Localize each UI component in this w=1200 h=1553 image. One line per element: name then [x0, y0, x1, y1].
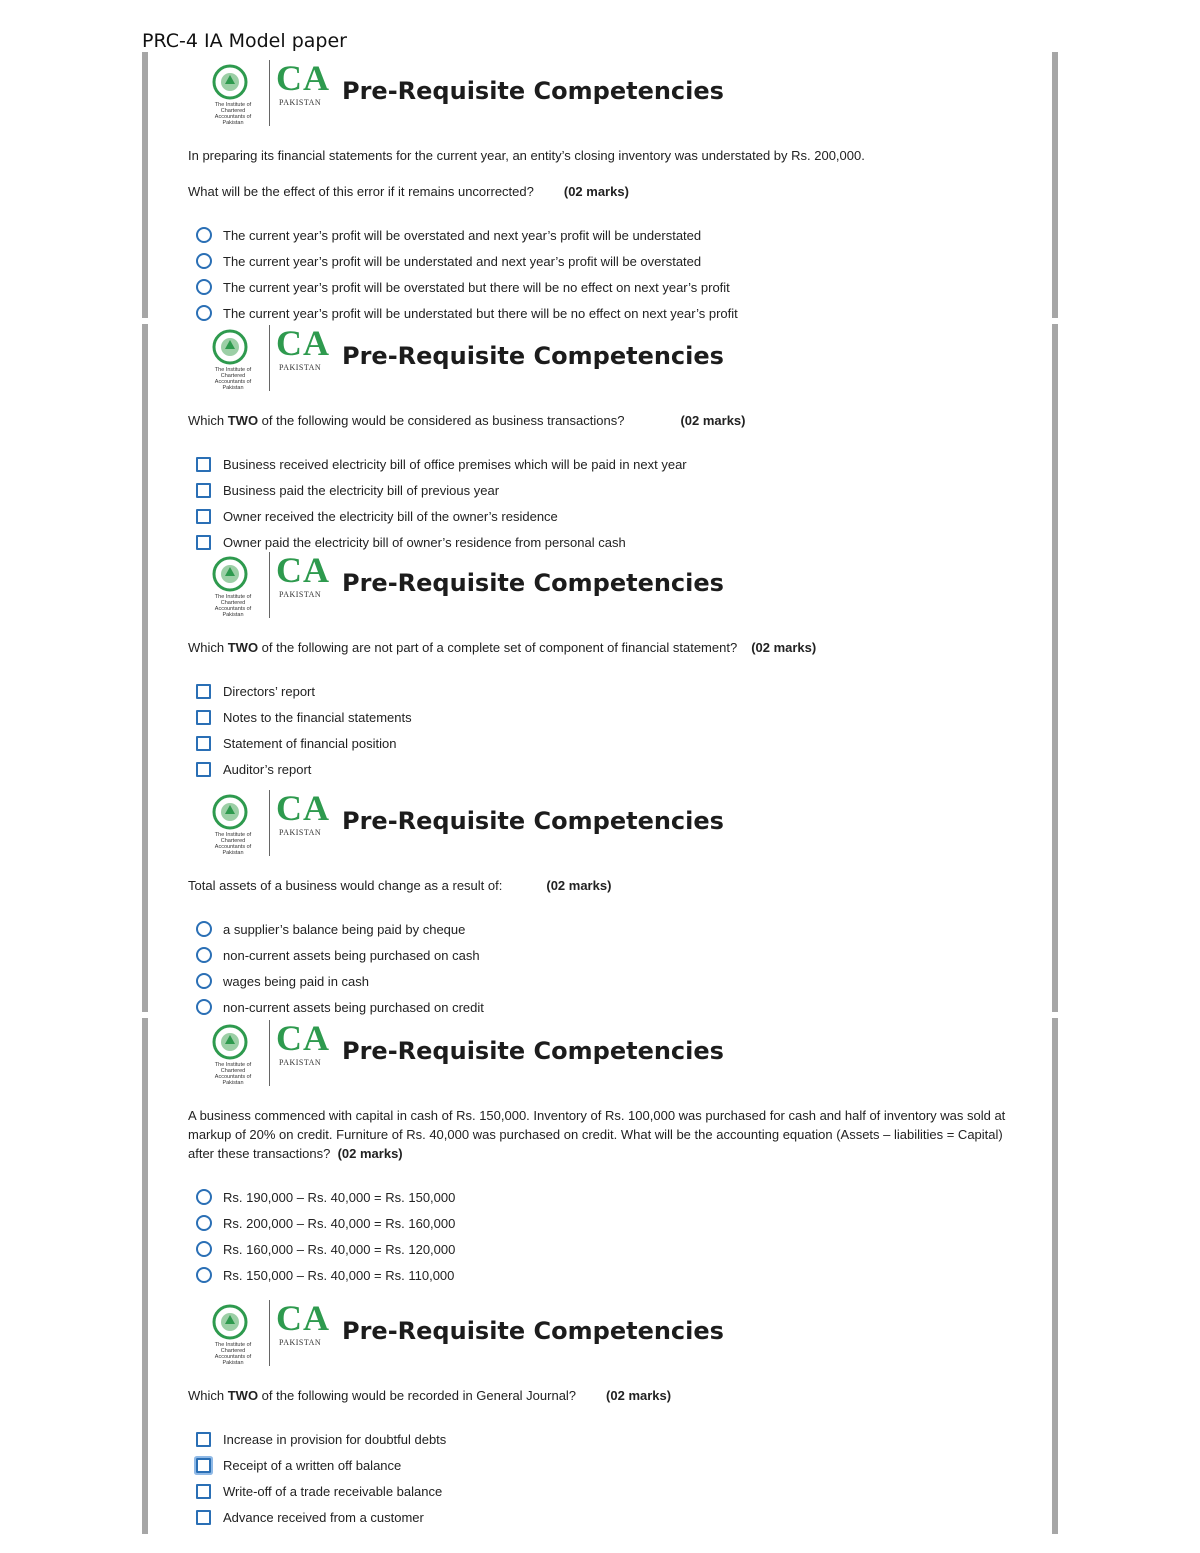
option-label: non-current assets being purchased on cash: [223, 947, 480, 963]
ca-logo-text: CA: [276, 1298, 330, 1338]
section-header: [188, 325, 1018, 397]
option-label: Business paid the electricity bill of previous year: [223, 482, 500, 498]
ca-logo-text: CA: [276, 58, 330, 98]
ca-logo-text: CA: [276, 1018, 330, 1058]
document-title: PRC-4 IA Model paper: [142, 30, 347, 52]
option-label: Rs. 200,000 – Rs. 40,000 = Rs. 160,000: [223, 1215, 456, 1231]
left-border-bar: [142, 52, 148, 1534]
institute-seal-icon: [212, 794, 248, 830]
logo-divider: [269, 552, 270, 618]
option[interactable]: [188, 274, 1018, 300]
option-label: Auditor’s report: [223, 761, 312, 777]
page-break: [142, 318, 148, 324]
question-5: [188, 1020, 1018, 1288]
institute-name: The Institute of Chartered Accountants of Pakistan: [214, 102, 252, 126]
option[interactable]: [188, 248, 1018, 274]
option-label: Advance received from a customer: [223, 1509, 424, 1525]
options-list: [188, 916, 1018, 1020]
radio-button[interactable]: [196, 305, 212, 321]
option-label: The current year’s profit will be understated and next year’s profit will be overstated: [223, 253, 702, 269]
option[interactable]: [188, 1504, 1018, 1530]
checkbox[interactable]: [196, 736, 211, 751]
ca-logo-subtext: PAKISTAN: [279, 363, 322, 372]
question-4: [188, 790, 1018, 1020]
checkbox[interactable]: [196, 457, 211, 472]
question-1: [188, 60, 1018, 326]
radio-button[interactable]: [196, 1241, 212, 1257]
checkbox[interactable]: [196, 483, 211, 498]
radio-button[interactable]: [196, 1189, 212, 1205]
prompt-emphasis: TWO: [227, 1388, 259, 1403]
checkbox[interactable]: [196, 710, 211, 725]
checkbox[interactable]: [196, 509, 211, 524]
ca-logo-text: CA: [276, 788, 330, 828]
option-label: Owner received the electricity bill of the owner’s residence: [223, 508, 558, 524]
option-label: Statement of financial position: [223, 735, 397, 751]
institute-name: The Institute of Chartered Accountants of Pakistan: [214, 832, 252, 856]
page-break: [1052, 1012, 1058, 1018]
options-list: [188, 222, 1018, 326]
checkbox[interactable]: [196, 535, 211, 550]
radio-button[interactable]: [196, 1267, 212, 1283]
option-label: Increase in provision for doubtful debts: [223, 1431, 447, 1447]
ca-logo-text: CA: [276, 550, 330, 590]
logo-divider: [269, 325, 270, 391]
options-list: [188, 1184, 1018, 1288]
checkbox[interactable]: [196, 1484, 211, 1499]
marks-label: (02 marks): [337, 1146, 403, 1161]
option[interactable]: [188, 477, 1018, 503]
ca-logo-subtext: PAKISTAN: [279, 1338, 322, 1347]
option[interactable]: [188, 1478, 1018, 1504]
option-label: non-current assets being purchased on credit: [223, 999, 484, 1015]
logo-divider: [269, 1300, 270, 1366]
radio-button[interactable]: [196, 973, 212, 989]
section-header: [188, 790, 1018, 862]
checkbox[interactable]: [196, 1432, 211, 1447]
option[interactable]: [188, 730, 1018, 756]
institute-name: The Institute of Chartered Accountants of Pakistan: [214, 1342, 252, 1366]
checkbox[interactable]: [196, 684, 211, 699]
checkbox[interactable]: [196, 762, 211, 777]
marks-label: (02 marks): [606, 1388, 672, 1403]
prompt-text: of the following would be recorded in General Journal?: [258, 1388, 577, 1403]
option-label: Rs. 150,000 – Rs. 40,000 = Rs. 110,000: [223, 1267, 455, 1283]
option-label: The current year’s profit will be overstated and next year’s profit will be understated: [223, 227, 702, 243]
institute-seal-icon: [212, 1024, 248, 1060]
ca-logo-subtext: PAKISTAN: [279, 1058, 322, 1067]
section-title: Pre-Requisite Competencies: [342, 342, 724, 370]
page-break: [1052, 318, 1058, 324]
option[interactable]: [188, 451, 1018, 477]
institute-name: The Institute of Chartered Accountants of Pakistan: [214, 367, 252, 391]
marks-label: (02 marks): [563, 184, 629, 199]
prompt-text: of the following are not part of a complete set of component of financial statement?: [258, 640, 738, 655]
option-label: The current year’s profit will be overstated but there will be no effect on next year’s profit: [223, 279, 730, 295]
institute-seal-icon: [212, 329, 248, 365]
options-list: [188, 1426, 1018, 1530]
radio-button[interactable]: [196, 947, 212, 963]
checkbox[interactable]: [196, 1510, 211, 1525]
option[interactable]: [188, 942, 1018, 968]
question-prompt: [188, 411, 1018, 430]
section-title: Pre-Requisite Competencies: [342, 1317, 724, 1345]
section-header: [188, 1300, 1018, 1372]
option[interactable]: [188, 1210, 1018, 1236]
option[interactable]: [188, 994, 1018, 1020]
options-list: [188, 451, 1018, 555]
radio-button[interactable]: [196, 999, 212, 1015]
option-label: Directors’ report: [223, 683, 315, 699]
option-label: Owner paid the electricity bill of owner’s residence from personal cash: [223, 534, 626, 550]
question-prompt: [188, 1106, 1014, 1163]
question-prompt: [188, 1386, 1018, 1405]
prompt-text: Total assets of a business would change as a result of:: [188, 878, 503, 893]
option-label: Rs. 190,000 – Rs. 40,000 = Rs. 150,000: [223, 1189, 456, 1205]
logo-divider: [269, 1020, 270, 1086]
ca-logo-text: CA: [276, 323, 330, 363]
option-label: Notes to the financial statements: [223, 709, 412, 725]
marks-label: (02 marks): [680, 413, 746, 428]
option[interactable]: [188, 756, 1018, 782]
option[interactable]: [188, 1184, 1018, 1210]
section-title: Pre-Requisite Competencies: [342, 1037, 724, 1065]
option[interactable]: [188, 1262, 1018, 1288]
institute-seal-icon: [212, 1304, 248, 1340]
question-3: [188, 552, 1018, 782]
marks-label: (02 marks): [751, 640, 817, 655]
question-prompt: [188, 638, 1018, 657]
ca-logo-subtext: PAKISTAN: [279, 98, 322, 107]
radio-button[interactable]: [196, 279, 212, 295]
institute-seal-icon: [212, 64, 248, 100]
option-label: wages being paid in cash: [223, 973, 369, 989]
question-6: [188, 1300, 1018, 1530]
option[interactable]: [188, 1426, 1018, 1452]
radio-button[interactable]: [196, 1215, 212, 1231]
option[interactable]: [188, 1452, 1018, 1478]
radio-button[interactable]: [196, 921, 212, 937]
page-break: [142, 1012, 148, 1018]
option-label: Receipt of a written off balance: [223, 1457, 402, 1473]
section-title: Pre-Requisite Competencies: [342, 807, 724, 835]
option-label: a supplier’s balance being paid by cheque: [223, 921, 466, 937]
institute-seal-icon: [212, 556, 248, 592]
prompt-text: A business commenced with capital in cash of Rs. 150,000. Inventory of Rs. 100,000 was purchased for cash and half of inventory was sold at markup of 20% on credit. Furniture of Rs. 40,000 was purchased on credit. What will be the accounting equation (Assets – liabilities = Capital) after these transactions?: [188, 1108, 1006, 1161]
checkbox[interactable]: [196, 1458, 211, 1473]
prompt-text: Which: [188, 413, 228, 428]
section-header: [188, 60, 1018, 132]
option-label: Write-off of a trade receivable balance: [223, 1483, 443, 1499]
options-list: [188, 678, 1018, 782]
prompt-text: Which: [188, 640, 228, 655]
section-title: Pre-Requisite Competencies: [342, 569, 724, 597]
radio-button[interactable]: [196, 253, 212, 269]
institute-name: The Institute of Chartered Accountants of Pakistan: [214, 1062, 252, 1086]
question-stem: In preparing its financial statements for the current year, an entity’s closing inventory was understated by Rs. 200,000.: [188, 148, 865, 163]
logo-divider: [269, 60, 270, 126]
logo-divider: [269, 790, 270, 856]
prompt-text: of the following would be considered as business transactions?: [258, 413, 625, 428]
option-label: Business received electricity bill of office premises which will be paid in next year: [223, 456, 687, 472]
ca-logo-subtext: PAKISTAN: [279, 828, 322, 837]
prompt-emphasis: TWO: [227, 413, 259, 428]
option-label: The current year’s profit will be understated but there will be no effect on next year’s profit: [223, 305, 738, 321]
marks-label: (02 marks): [546, 878, 612, 893]
ca-logo-subtext: PAKISTAN: [279, 590, 322, 599]
question-prompt: [188, 876, 1018, 895]
option-label: Rs. 160,000 – Rs. 40,000 = Rs. 120,000: [223, 1241, 456, 1257]
option[interactable]: [188, 916, 1018, 942]
option[interactable]: [188, 222, 1018, 248]
option[interactable]: [188, 503, 1018, 529]
prompt-text: Which: [188, 1388, 228, 1403]
section-header: [188, 1020, 1018, 1092]
option[interactable]: [188, 678, 1018, 704]
prompt-text: What will be the effect of this error if it remains uncorrected?: [188, 184, 534, 199]
option[interactable]: [188, 968, 1018, 994]
option[interactable]: [188, 1236, 1018, 1262]
right-border-bar: [1052, 52, 1058, 1534]
question-prompt: [188, 182, 1018, 201]
radio-button[interactable]: [196, 227, 212, 243]
question-2: [188, 325, 1018, 555]
option[interactable]: [188, 704, 1018, 730]
section-title: Pre-Requisite Competencies: [342, 77, 724, 105]
section-header: [188, 552, 1018, 624]
institute-name: The Institute of Chartered Accountants of Pakistan: [214, 594, 252, 618]
prompt-emphasis: TWO: [227, 640, 259, 655]
